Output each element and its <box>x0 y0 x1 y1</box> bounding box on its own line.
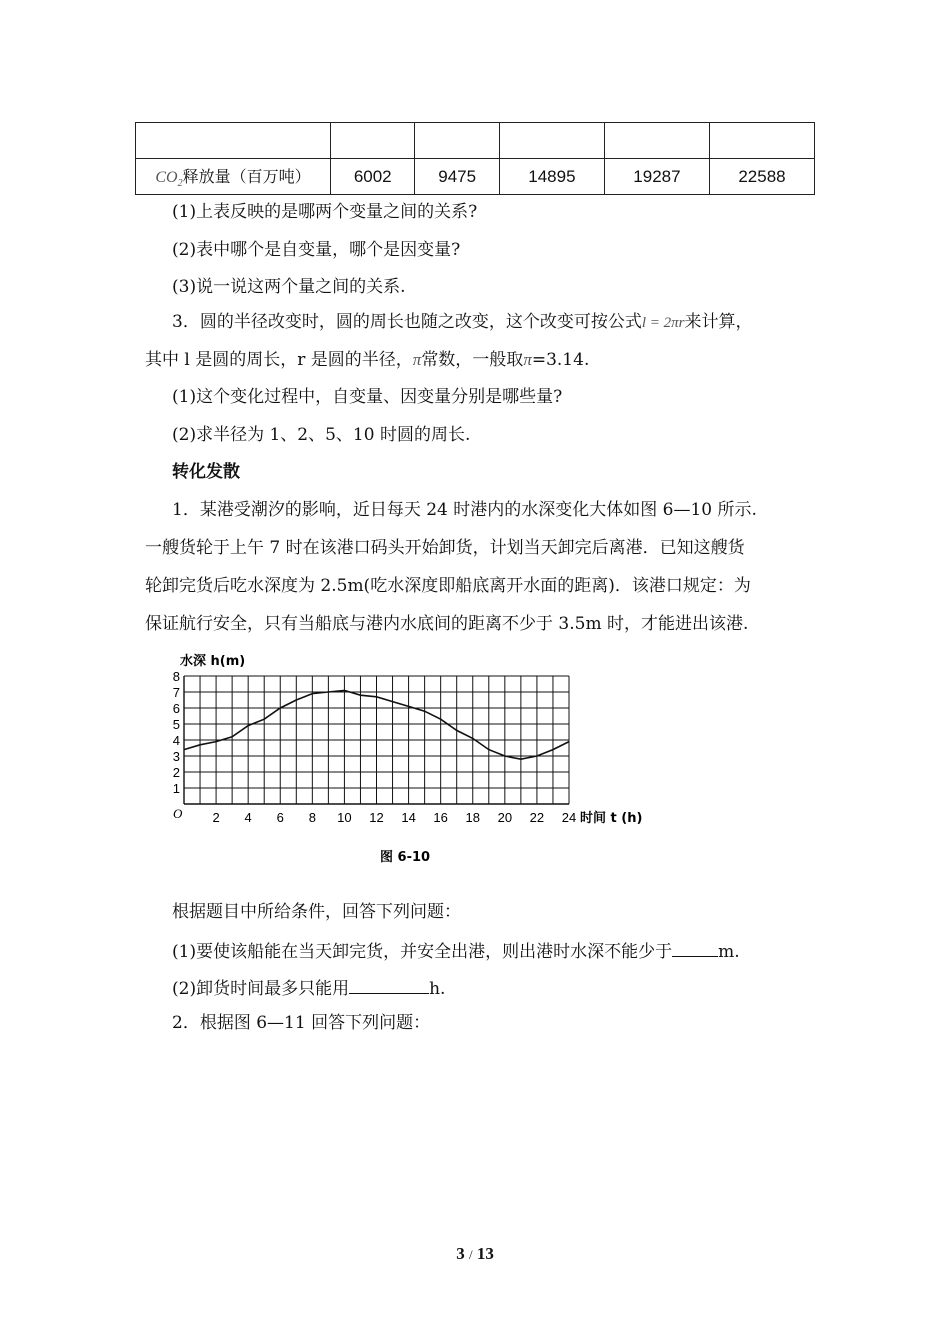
after-q2-text: (2)卸货时间最多只能用 <box>172 979 350 999</box>
table-cell <box>604 123 709 159</box>
x-tick-label: 18 <box>465 810 480 825</box>
section-title: 转化发散 <box>172 462 240 482</box>
chart-grid <box>184 676 569 804</box>
question-a3: (3)说一说这两个量之间的关系. <box>172 277 406 297</box>
item3-text: 3．圆的半径改变时，圆的周长也随之改变，这个改变可按公式 <box>172 312 642 332</box>
x-tick-label: 22 <box>529 810 545 825</box>
table-cell <box>499 123 604 159</box>
y-tick-label: 7 <box>172 685 180 700</box>
y-tick-label: 4 <box>172 733 180 748</box>
x-tick-label: 4 <box>244 810 252 825</box>
problem1-line4: 保证航行安全，只有当船底与港内水底间的距离不少于 3.5m 时，才能进出该港. <box>145 614 749 634</box>
pi-symbol: π <box>412 350 422 369</box>
item3-question1: (1)这个变化过程中，自变量、因变量分别是哪些量? <box>172 387 563 407</box>
after-q1-unit: m. <box>718 942 740 962</box>
x-tick-label: 14 <box>401 810 416 825</box>
page-number <box>0 1244 950 1264</box>
answer-blank <box>349 977 429 994</box>
problem1-line2: 一艘货轮于上午 7 时在该港口码头开始卸货，计划当天卸完后离港．已知这艘货 <box>145 538 745 558</box>
x-tick-label: 2 <box>212 810 220 825</box>
origin-label: O <box>173 806 183 821</box>
item2-line: 2．根据图 6—11 回答下列问题： <box>172 1013 431 1033</box>
table-cell <box>415 123 499 159</box>
pi-symbol: π <box>523 350 532 369</box>
table-cell: 6002 <box>331 159 415 195</box>
y-tick-label: 2 <box>172 765 180 780</box>
page-total: 13 <box>476 1244 494 1263</box>
item3-line1 <box>172 312 752 333</box>
y-axis-label: 水深 h(m) <box>180 654 246 669</box>
after-intro: 根据题目中所给条件，回答下列问题： <box>172 902 461 922</box>
y-tick-label: 3 <box>172 749 180 764</box>
row-label <box>136 159 331 195</box>
y-tick-label: 1 <box>172 781 180 796</box>
item3-text-post: 来计算， <box>684 312 753 332</box>
co2-subscript: 2 <box>177 178 183 190</box>
item3-line2-mid: 常数，一般取 <box>421 350 524 370</box>
item3-line2-post: =3.14. <box>531 350 590 370</box>
table-cell <box>136 123 331 159</box>
item3-line2-pre: 其中 l 是圆的周长，r 是圆的半径， <box>145 350 413 370</box>
item3-question2: (2)求半径为 1、2、5、10 时圆的周长. <box>172 425 471 445</box>
row-label-text: 释放量（百万吨） <box>182 166 311 186</box>
question-a1: (1)上表反映的是哪两个变量之间的关系? <box>172 202 478 222</box>
page-current: 3 <box>456 1244 465 1263</box>
x-tick-label: 10 <box>337 810 352 825</box>
table-cell: 19287 <box>604 159 709 195</box>
after-question2 <box>172 977 445 999</box>
chart-caption: 图 6-10 <box>380 850 431 865</box>
x-tick-label: 24 <box>561 810 577 825</box>
x-tick-label: 6 <box>276 810 284 825</box>
problem1-line1: 1．某港受潮汐的影响，近日每天 24 时港内的水深变化大体如图 6—10 所示. <box>172 500 757 520</box>
chart-axes <box>173 653 642 865</box>
answer-blank <box>672 940 718 957</box>
page-separator: / <box>468 1247 473 1262</box>
y-tick-label: 8 <box>172 669 180 684</box>
after-q1-text: (1)要使该船能在当天卸完货，并安全出港，则出港时水深不能少于 <box>172 942 673 962</box>
x-tick-label: 12 <box>369 810 384 825</box>
table-row <box>136 159 815 195</box>
co2-formula: CO <box>155 168 178 186</box>
x-tick-label: 20 <box>497 810 513 825</box>
x-axis-label: 时间 t (h) <box>580 811 643 826</box>
table-cell: 14895 <box>499 159 604 195</box>
x-tick-label: 8 <box>308 810 316 825</box>
table-cell: 9475 <box>415 159 499 195</box>
co2-table <box>135 122 815 195</box>
after-question1 <box>172 940 740 962</box>
question-a2: (2)表中哪个是自变量，哪个是因变量? <box>172 240 461 260</box>
circumference-formula: l = 2πr <box>641 315 685 331</box>
table-cell <box>709 123 814 159</box>
table-cell: 22588 <box>709 159 814 195</box>
y-tick-label: 5 <box>172 717 180 732</box>
x-tick-label: 16 <box>433 810 448 825</box>
table-cell <box>331 123 415 159</box>
tide-chart <box>170 652 660 872</box>
table-header-row <box>136 123 815 159</box>
problem1-line3: 轮卸完货后吃水深度为 2.5m(吃水深度即船底离开水面的距离)．该港口规定：为 <box>145 576 751 596</box>
after-q2-unit: h. <box>429 979 446 999</box>
item3-line2 <box>145 350 589 370</box>
y-tick-label: 6 <box>172 701 180 716</box>
